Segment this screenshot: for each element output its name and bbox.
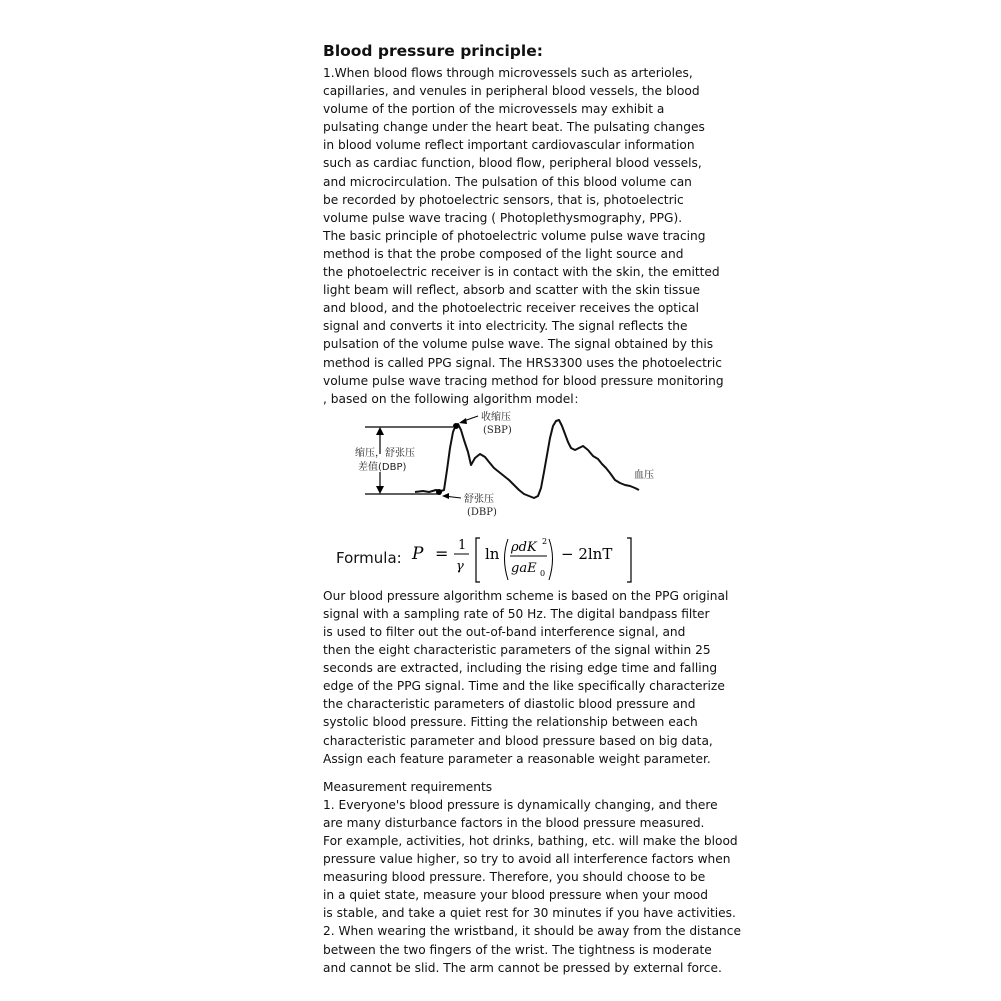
requirements-heading: Measurement requirements — [323, 779, 493, 794]
text-line: and blood, and the photoelectric receiver receives the optical — [323, 301, 699, 316]
difference-label-cn-2: 差值(DBP) — [358, 461, 407, 473]
formula-label: Formula: — [336, 548, 402, 567]
text-line: Our blood pressure algorithm scheme is based on the PPG original — [323, 588, 729, 603]
blood-pressure-label-cn: 血压 — [634, 469, 654, 481]
text-line: the photoelectric receiver is in contact with the skin, the emitted — [323, 265, 720, 280]
text-line: between the two fingers of the wrist. The tightness is moderate — [323, 942, 712, 957]
document — [323, 40, 741, 977]
section-gap — [323, 768, 695, 778]
arrow-up-icon — [376, 427, 384, 435]
arrow-down-icon — [376, 486, 384, 494]
text-line: , based on the following algorithm model： — [323, 391, 586, 406]
text-line: edge of the PPG signal. Time and the like specifically characterize — [323, 679, 725, 694]
text-line: 2. When wearing the wristband, it should be away from the distance — [323, 924, 741, 939]
text-line: method is called PPG signal. The HRS3300 uses the photoelectric — [323, 355, 722, 370]
text-line: pulsating change under the heart beat. The pulsating changes — [323, 120, 705, 135]
text-line: 1.When blood flows through microvessels such as arterioles, — [323, 66, 693, 80]
sbp-label-cn: 收缩压 — [481, 411, 511, 423]
algorithm-paragraph — [323, 587, 729, 768]
text-line: 1. Everyone's blood pressure is dynamically changing, and there — [323, 797, 718, 812]
text-line: are many disturbance factors in the blood pressure measured. — [323, 815, 705, 830]
sbp-peak-dot — [453, 423, 459, 429]
text-line: pressure value higher, so try to avoid all interference factors when — [323, 852, 731, 867]
formula-inner-denominator: gaE — [511, 560, 537, 576]
formula-left-paren — [505, 539, 509, 580]
dbp-trough-dot — [436, 489, 442, 495]
sbp-pointer-icon — [459, 418, 467, 424]
dbp-label-cn: 舒张压 — [464, 493, 494, 505]
text-line: capillaries, and venules in peripheral blood vessels, the blood — [323, 84, 700, 99]
formula-ln: ln — [485, 544, 500, 563]
formula-left-bracket — [476, 538, 480, 582]
difference-label-cn: 缩压，舒张压 — [355, 447, 415, 459]
page-title: Blood pressure principle: — [323, 42, 543, 60]
text-line: the characteristic parameters of diastolic blood pressure and — [323, 697, 696, 712]
dbp-pointer-icon — [442, 493, 449, 499]
text-line: is stable, and take a quiet rest for 30 minutes if you have activities. — [323, 906, 736, 921]
formula-expression — [410, 535, 640, 587]
text-line: Assign each feature parameter a reasonable weight parameter. — [323, 751, 711, 766]
dbp-label-en: (DBP) — [467, 506, 497, 518]
text-line: seconds are extracted, including the rising edge time and falling — [323, 661, 718, 676]
ppg-waveform-figure — [323, 410, 695, 535]
text-line: is used to filter out the out-of-band interference signal, and — [323, 624, 686, 639]
formula-fraction-denominator: γ — [456, 558, 464, 574]
text-line: in a quiet state, measure your blood pressure when your mood — [323, 888, 709, 903]
formula-right-paren — [549, 539, 553, 580]
ppg-waveform-diagram — [323, 410, 695, 535]
ppg-waveform-line — [415, 420, 639, 498]
text-line: light beam will reflect, absorb and scatter with the skin tissue — [323, 283, 700, 298]
text-line: such as cardiac function, blood flow, peripheral blood vessels, — [323, 156, 702, 171]
text-line: volume pulse wave tracing method for blood pressure monitoring — [323, 373, 724, 388]
text-line: and microcirculation. The pulsation of this blood volume can — [323, 174, 692, 189]
text-line: volume pulse wave tracing ( Photoplethysmography, PPG). — [323, 210, 683, 225]
text-line: be recorded by photoelectric sensors, that is, photoelectric — [323, 192, 684, 207]
formula-right-bracket — [627, 538, 631, 582]
sbp-label-en: (SBP) — [483, 424, 512, 436]
text-line: characteristic parameter and blood pressure based on big data, — [323, 733, 713, 748]
text-line: The basic principle of photoelectric volume pulse wave tracing — [323, 228, 706, 243]
requirements-section — [323, 778, 741, 977]
text-line: and cannot be slid. The arm cannot be pressed by external force. — [323, 960, 722, 975]
text-line: then the eight characteristic parameters of the signal within 25 — [323, 643, 711, 658]
text-line: signal and converts it into electricity. The signal reflects the — [323, 319, 688, 334]
formula-superscript: 2 — [542, 536, 548, 546]
text-line: systolic blood pressure. Fitting the relationship between each — [323, 715, 698, 730]
text-line: volume of the portion of the microvessels may exhibit a — [323, 102, 665, 117]
formula-inner-numerator: ρdK — [511, 539, 537, 555]
formula-minus-term: − 2lnT — [561, 544, 613, 563]
principle-paragraph — [323, 64, 724, 408]
formula-fraction-numerator: 1 — [458, 537, 467, 553]
text-line: method is that the probe composed of the light source and — [323, 246, 684, 261]
formula-block — [323, 535, 695, 587]
text-line: in blood volume reflect important cardiovascular information — [323, 138, 695, 153]
formula-subscript: 0 — [540, 568, 546, 578]
text-line: signal with a sampling rate of 50 Hz. The digital bandpass filter — [323, 606, 710, 621]
text-line: measuring blood pressure. Therefore, you should choose to be — [323, 870, 706, 885]
text-line: pulsation of the volume pulse wave. The signal obtained by this — [323, 337, 714, 352]
formula-equals: = — [435, 543, 449, 563]
text-line: For example, activities, hot drinks, bathing, etc. will make the blood — [323, 834, 738, 848]
formula-lhs: P — [412, 543, 424, 564]
